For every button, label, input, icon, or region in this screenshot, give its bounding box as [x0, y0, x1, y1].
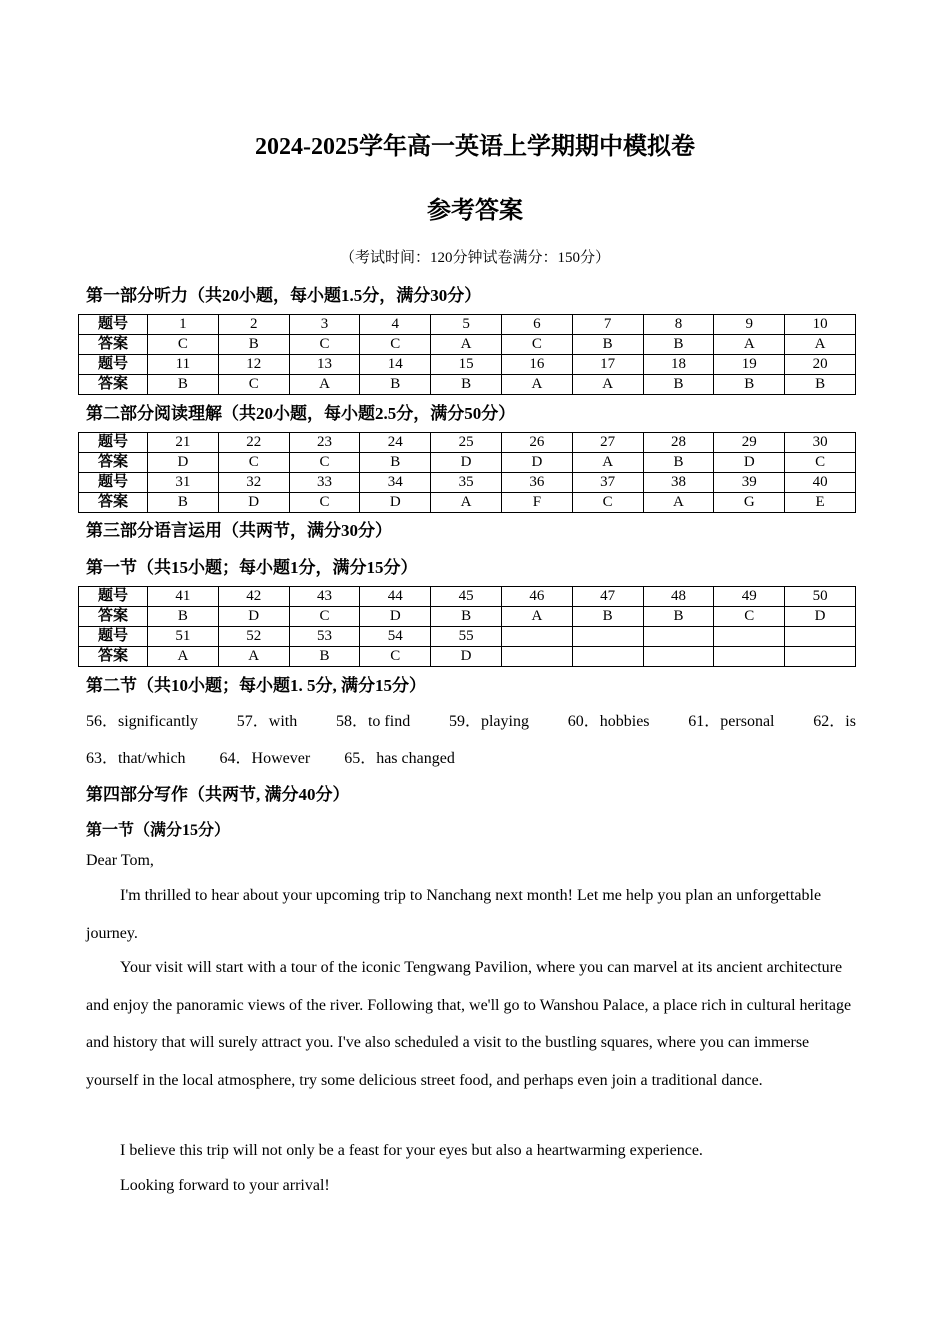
fill-answer: 56．significantly	[86, 713, 198, 730]
table-cell: C	[289, 607, 360, 627]
table-cell: B	[431, 375, 502, 395]
table-cell: 11	[148, 355, 219, 375]
table-cell: 54	[360, 627, 431, 647]
table-cell: B	[148, 607, 219, 627]
table-cell: D	[714, 453, 785, 473]
table-cell: 53	[289, 627, 360, 647]
fill-answer: 64．However	[219, 750, 311, 767]
table-cell: 26	[501, 433, 572, 453]
table-cell: 20	[785, 355, 856, 375]
table-cell: 48	[643, 587, 714, 607]
table-cell: D	[431, 647, 502, 667]
table-cell: 31	[148, 473, 219, 493]
table-cell: 55	[431, 627, 502, 647]
table-cell: A	[431, 493, 502, 513]
row-label: 答案	[79, 647, 148, 667]
table-cell: 32	[218, 473, 289, 493]
table-cell: D	[148, 453, 219, 473]
table-cell: A	[785, 335, 856, 355]
table-cell: 25	[431, 433, 502, 453]
table-cell	[501, 647, 572, 667]
part1-heading: 第一部分听力（共20小题，每小题1.5分，满分30分）	[86, 286, 482, 305]
table-cell: 40	[785, 473, 856, 493]
part4-section1-heading: 第一节（满分15分）	[86, 822, 231, 839]
part2-heading: 第二部分阅读理解（共20小题，每小题2.5分，满分50分）	[86, 404, 516, 423]
table-cell: B	[360, 453, 431, 473]
table-cell: D	[360, 493, 431, 513]
row-label: 题号	[79, 433, 148, 453]
table-row	[79, 375, 856, 395]
fill-answer: 63．that/which	[86, 750, 186, 767]
table-cell: B	[643, 375, 714, 395]
row-label: 题号	[79, 315, 148, 335]
table-cell: A	[218, 647, 289, 667]
fill-answer: 65．has changed	[344, 750, 455, 767]
table-cell: 51	[148, 627, 219, 647]
table-row	[79, 607, 856, 627]
part3-section2-heading: 第二节（共10小题；每小题1. 5分, 满分15分）	[86, 676, 426, 695]
table-row	[79, 453, 856, 473]
row-label: 答案	[79, 335, 148, 355]
table-cell: 6	[501, 315, 572, 335]
part3-section1-heading: 第一节（共15小题；每小题1分，满分15分）	[86, 558, 418, 577]
table-row	[79, 473, 856, 493]
table-cell: 52	[218, 627, 289, 647]
row-label: 答案	[79, 493, 148, 513]
table-cell: 45	[431, 587, 502, 607]
table-cell: B	[643, 607, 714, 627]
table-cell	[714, 627, 785, 647]
table-row	[79, 315, 856, 335]
table-cell: C	[289, 335, 360, 355]
table-cell: 21	[148, 433, 219, 453]
part4-heading: 第四部分写作（共两节, 满分40分）	[86, 785, 350, 804]
row-label: 题号	[79, 473, 148, 493]
letter-paragraph-3: I believe this trip will not only be a feast for your eyes but also a heartwarming experience.	[120, 1142, 703, 1159]
table-cell: 16	[501, 355, 572, 375]
letter-paragraph-2: Your visit will start with a tour of the iconic Tengwang Pavilion, where you can marvel at its ancient architecture and enjoy the panoramic views of the river. Following that, we'll go to Wanshou Palace, a place rich in cultural heritage and history that will surely attract you. I've also scheduled a visit to the bustling squares, where you can immerse yourself in the local atmosphere, try some delicious street food, and perhaps even join a traditional dance.	[86, 959, 852, 1089]
table-cell: G	[714, 493, 785, 513]
table-row	[79, 355, 856, 375]
table-cell: D	[218, 493, 289, 513]
table-cell: C	[360, 335, 431, 355]
table-cell: A	[431, 335, 502, 355]
table-cell: 18	[643, 355, 714, 375]
table-cell: 34	[360, 473, 431, 493]
table-cell: D	[218, 607, 289, 627]
table-cell: D	[501, 453, 572, 473]
table-cell: B	[218, 335, 289, 355]
table-cell: 35	[431, 473, 502, 493]
table-cell: B	[431, 607, 502, 627]
fill-answer: 59．playing	[448, 713, 529, 730]
part3-answer-table	[78, 586, 856, 667]
table-cell: C	[289, 453, 360, 473]
letter-paragraph-1: I'm thrilled to hear about your upcoming trip to Nanchang next month! Let me help you plan an unforgettable journey.	[86, 887, 822, 942]
table-cell: B	[148, 493, 219, 513]
fill-answer: 58．to find	[335, 713, 411, 730]
table-cell: 28	[643, 433, 714, 453]
row-label: 答案	[79, 607, 148, 627]
table-cell: 23	[289, 433, 360, 453]
document-subtitle: 参考答案	[427, 198, 523, 224]
table-cell: C	[572, 493, 643, 513]
table-cell: A	[714, 335, 785, 355]
table-cell: D	[431, 453, 502, 473]
part1-answer-table	[78, 314, 856, 395]
table-cell	[785, 627, 856, 647]
fill-answers-row-1	[86, 708, 856, 731]
table-cell: 44	[360, 587, 431, 607]
table-cell: 43	[289, 587, 360, 607]
table-cell: 2	[218, 315, 289, 335]
table-cell: B	[148, 375, 219, 395]
row-label: 答案	[79, 453, 148, 473]
fill-answer: 62．is	[813, 713, 856, 730]
table-cell: B	[572, 335, 643, 355]
table-cell: C	[289, 493, 360, 513]
table-cell: 1	[148, 315, 219, 335]
table-cell: 14	[360, 355, 431, 375]
table-cell: 9	[714, 315, 785, 335]
table-cell: A	[148, 647, 219, 667]
table-cell: 49	[714, 587, 785, 607]
table-cell: 4	[360, 315, 431, 335]
table-row	[79, 647, 856, 667]
table-cell: 5	[431, 315, 502, 335]
table-cell: C	[148, 335, 219, 355]
table-cell: C	[218, 375, 289, 395]
fill-answer: 60．hobbies	[567, 713, 650, 730]
table-cell: 8	[643, 315, 714, 335]
row-label: 题号	[79, 355, 148, 375]
table-cell	[643, 627, 714, 647]
document-title: 2024-2025学年高一英语上学期期中模拟卷	[255, 134, 695, 160]
letter-salutation: Dear Tom,	[86, 852, 154, 869]
table-cell: 22	[218, 433, 289, 453]
table-cell: 38	[643, 473, 714, 493]
table-cell: 12	[218, 355, 289, 375]
row-label: 题号	[79, 587, 148, 607]
table-cell: A	[572, 453, 643, 473]
letter-paragraph-4: Looking forward to your arrival!	[120, 1177, 330, 1194]
part3-heading: 第三部分语言运用（共两节，满分30分）	[86, 521, 392, 540]
fill-answer: 61．personal	[688, 713, 775, 730]
table-cell: C	[360, 647, 431, 667]
table-cell: B	[289, 647, 360, 667]
table-row	[79, 335, 856, 355]
exam-info: （考试时间：120分钟试卷满分：150分）	[339, 250, 610, 266]
table-cell: 7	[572, 315, 643, 335]
table-cell: C	[501, 335, 572, 355]
table-cell: F	[501, 493, 572, 513]
table-cell: 30	[785, 433, 856, 453]
table-cell: C	[785, 453, 856, 473]
table-cell: A	[501, 607, 572, 627]
table-cell	[643, 647, 714, 667]
table-cell: 24	[360, 433, 431, 453]
fill-answers-row-2	[86, 745, 489, 768]
table-cell: 36	[501, 473, 572, 493]
table-cell: A	[501, 375, 572, 395]
table-cell: A	[643, 493, 714, 513]
table-row	[79, 587, 856, 607]
table-cell	[785, 647, 856, 667]
table-cell: B	[572, 607, 643, 627]
table-cell: A	[289, 375, 360, 395]
table-cell	[572, 647, 643, 667]
table-cell: B	[785, 375, 856, 395]
table-cell: D	[360, 607, 431, 627]
row-label: 题号	[79, 627, 148, 647]
table-row	[79, 627, 856, 647]
part2-answer-table	[78, 432, 856, 513]
table-cell: B	[360, 375, 431, 395]
table-cell: 19	[714, 355, 785, 375]
row-label: 答案	[79, 375, 148, 395]
table-cell: B	[643, 335, 714, 355]
table-cell: 39	[714, 473, 785, 493]
table-cell	[501, 627, 572, 647]
table-cell: B	[643, 453, 714, 473]
table-cell: 17	[572, 355, 643, 375]
table-cell: 10	[785, 315, 856, 335]
table-cell: 15	[431, 355, 502, 375]
table-row	[79, 433, 856, 453]
fill-answer: 57．with	[236, 713, 298, 730]
table-cell: C	[714, 607, 785, 627]
table-cell: E	[785, 493, 856, 513]
table-cell: 13	[289, 355, 360, 375]
table-cell: 29	[714, 433, 785, 453]
table-cell: 42	[218, 587, 289, 607]
table-cell: 3	[289, 315, 360, 335]
table-cell: D	[785, 607, 856, 627]
table-cell: 47	[572, 587, 643, 607]
table-cell: 27	[572, 433, 643, 453]
table-cell: 41	[148, 587, 219, 607]
table-row	[79, 493, 856, 513]
table-cell: 37	[572, 473, 643, 493]
table-cell: B	[714, 375, 785, 395]
table-cell	[714, 647, 785, 667]
table-cell: C	[218, 453, 289, 473]
table-cell: 50	[785, 587, 856, 607]
table-cell	[572, 627, 643, 647]
table-cell: 33	[289, 473, 360, 493]
table-cell: A	[572, 375, 643, 395]
table-cell: 46	[501, 587, 572, 607]
